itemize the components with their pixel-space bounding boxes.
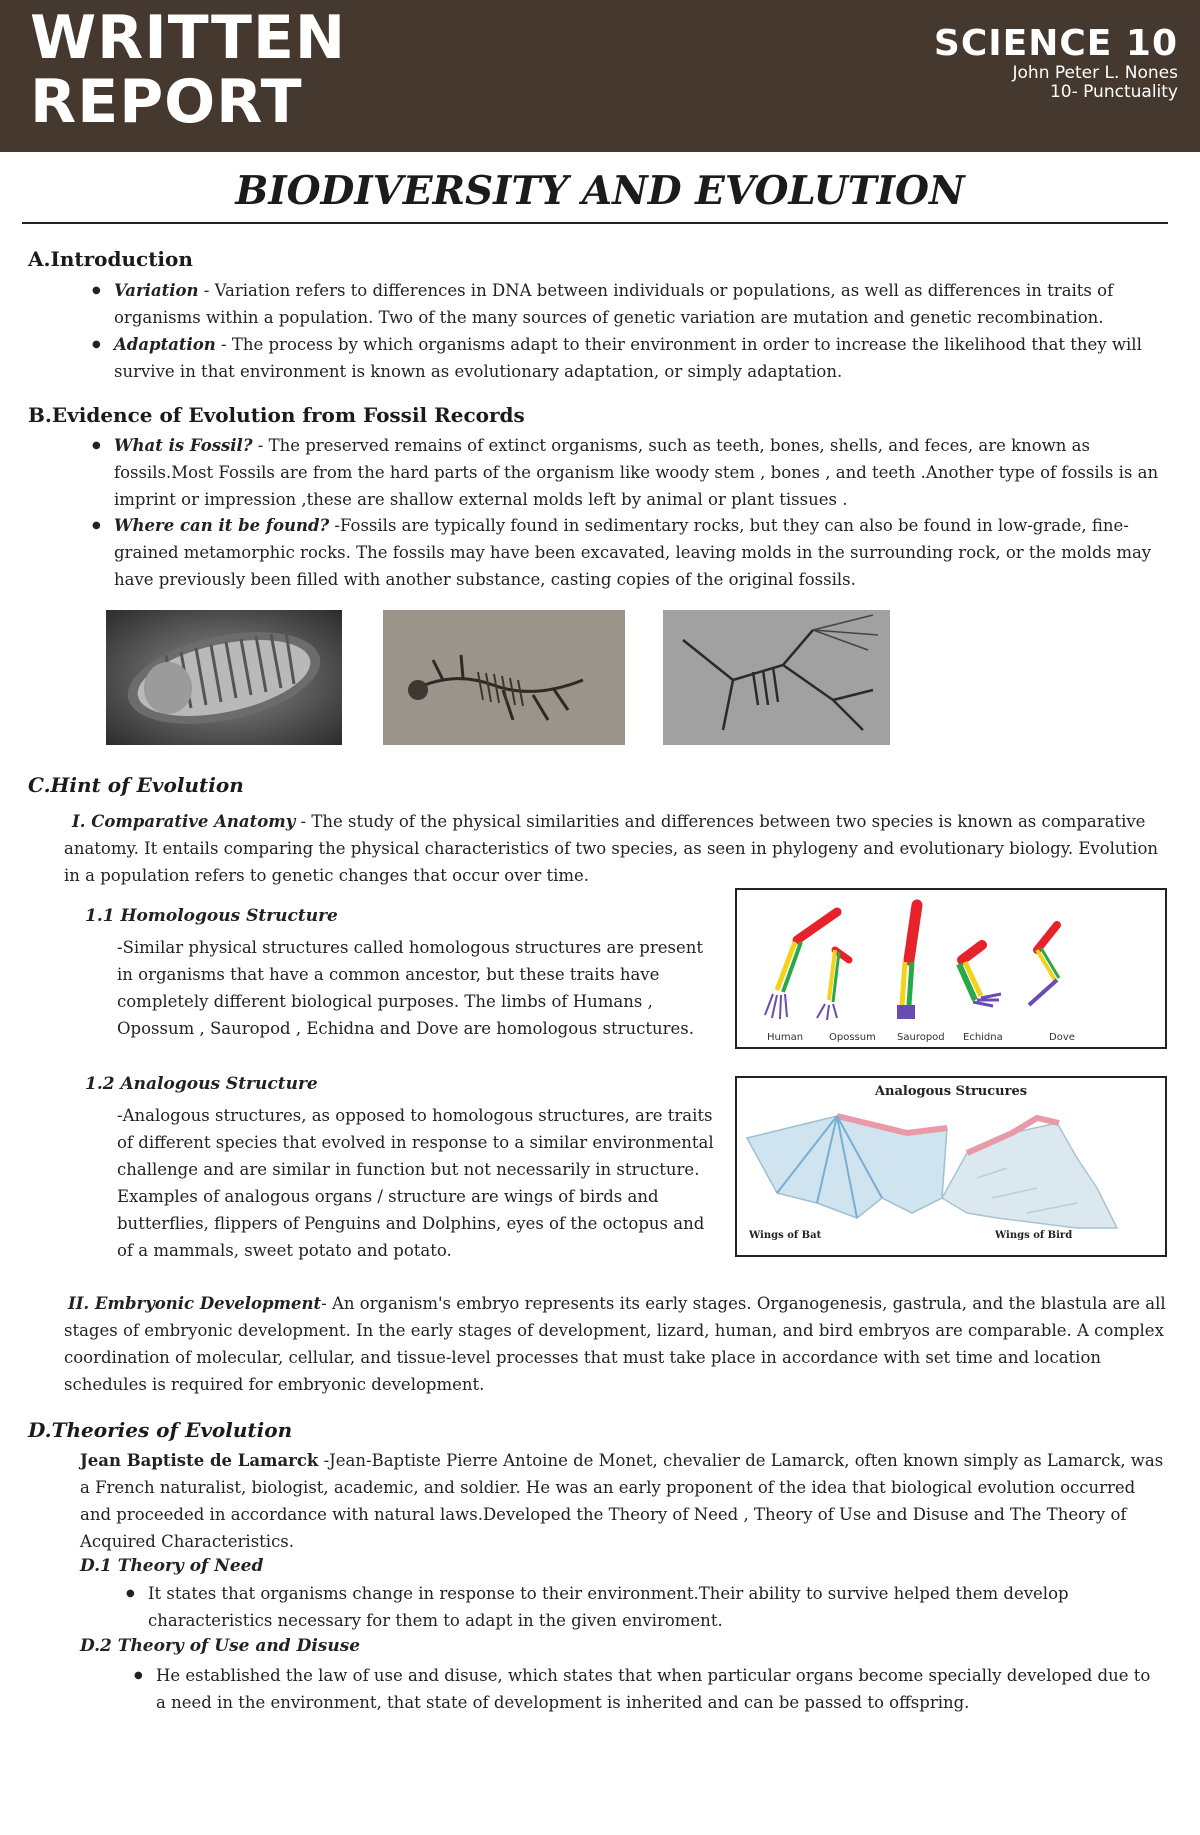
sauropod-limb	[897, 905, 917, 1019]
header-info	[934, 24, 1178, 102]
trilobite-fossil-image	[106, 610, 342, 745]
intro-item-variation	[114, 277, 1164, 331]
theory-of-need-heading: D.1 Theory of Need	[80, 1556, 264, 1576]
report-title-line2: REPORT	[30, 67, 303, 137]
report-title	[30, 3, 347, 137]
fossil-item-where	[114, 512, 1164, 593]
echidna-limb	[959, 945, 1001, 1006]
theory-of-use-disuse-text: ● He established the law of use and disuse, which states that when particular organs become specially developed due to a need in the environment, that state of development is inherited and can be passed to offspring.	[156, 1662, 1161, 1716]
analogous-heading: 1.2 Analogous Structure	[85, 1074, 318, 1094]
lamarck-paragraph	[80, 1447, 1165, 1555]
embryonic-development-term: II. Embryonic Development	[68, 1294, 322, 1313]
bat-wing-label: Wings of Bat	[749, 1230, 822, 1241]
theory-of-need-text: ● It states that organisms change in response to their environment.Their ability to survive helped them develop characteristics necessary for them to adapt in the given enviroment.	[148, 1580, 1158, 1634]
header-banner	[0, 0, 1200, 152]
homologous-limbs-diagram	[737, 890, 1165, 1047]
comparative-anatomy-paragraph	[64, 808, 1169, 889]
what-is-fossil-text: - The preserved remains of extinct organisms, such as teeth, bones, shells, and feces, are known as fossils.Most Fossils are from the hard parts of the organism like woody stem , bones , and teeth .Another type of fossils is an imprint or impression ,these are shallow external molds left by animal or plant tissues .	[114, 436, 1159, 509]
analogous-text: -Analogous structures, as opposed to homologous structures, are traits of different species that evolved in response to a similar environmental challenge and are similar in function but not necessarily in structure. Examples of analogous organs / structure are wings of birds and butterflies, flippers of Penguins and Dolphins, eyes of the octopus and of a mammals, sweet potato and potato.	[117, 1106, 714, 1260]
fossil-heading: B.Evidence of Evolution from Fossil Records	[28, 403, 525, 427]
variation-term: Variation	[114, 281, 199, 300]
embryonic-development-paragraph	[64, 1290, 1169, 1398]
adaptation-text: - The process by which organisms adapt to their environment in order to increase the likelihood that they will survive in that environment is known as evolutionary adaptation, or simply adaptation.	[114, 335, 1142, 381]
page-title: BIODIVERSITY AND EVOLUTION	[235, 168, 965, 214]
embryonic-development-text: - An organism's embryo represents its early stages. Organogenesis, gastrula, and the blastula are all stages of embryonic development. In the early stages of development, lizard, human, and bird embryos are comparable. A complex coordination of molecular, cellular, and tissue-level processes that must take place in accordance with set time and location schedules is required for embryonic development.	[64, 1294, 1166, 1394]
analogous-wings-diagram	[737, 1078, 1165, 1255]
homologous-label-opossum: Opossum	[829, 1032, 876, 1043]
homologous-label-sauropod: Sauropod	[897, 1032, 945, 1043]
where-found-term: Where can it be found?	[114, 516, 330, 535]
homologous-label-echidna: Echidna	[963, 1032, 1003, 1043]
adaptation-term: Adaptation	[114, 335, 216, 354]
what-is-fossil-term: What is Fossil?	[114, 436, 253, 455]
section-name: 10- Punctuality	[1049, 82, 1178, 102]
human-limb	[765, 912, 837, 1019]
opossum-limb	[817, 950, 849, 1020]
analogous-figure	[735, 1076, 1167, 1257]
homologous-label-dove: Dove	[1049, 1032, 1075, 1043]
homologous-text: -Similar physical structures called homologous structures are present in organisms that have a common ancestor, but these traits have completely different biological purposes. The limbs of Humans , Opossum , Sauropod , Echidna and Dove are homologous structures.	[117, 938, 703, 1038]
homologous-figure	[735, 888, 1167, 1049]
where-found-text: -Fossils are typically found in sedimentary rocks, but they can also be found in low-grade, fine-grained metamorphic rocks. The fossils may have been excavated, leaving molds in the surrounding rock, or the molds may have previously been filled with another substance, casting copies of the original fossils.	[114, 516, 1152, 589]
reptile-fossil-image	[383, 610, 625, 745]
bird-fossil-image	[663, 610, 890, 745]
subject: SCIENCE 10	[933, 23, 1178, 64]
homologous-heading: 1.1 Homologous Structure	[85, 906, 338, 926]
fossil-item-what	[114, 432, 1164, 513]
variation-text: - Variation refers to differences in DNA between individuals or populations, as well as differences in traits of organisms within a population. Two of the many sources of genetic variation are mutation and genetic recombination.	[114, 281, 1114, 327]
intro-heading: A.Introduction	[28, 247, 193, 271]
hint-heading: C.Hint of Evolution	[28, 773, 244, 797]
bat-wing	[747, 1116, 947, 1218]
title-divider	[22, 222, 1168, 224]
analogous-figure-title: Analogous Strucures	[874, 1084, 1028, 1099]
intro-item-adaptation	[114, 331, 1164, 385]
comparative-anatomy-text: - The study of the physical similarities and differences between two species is known as comparative anatomy. It entails comparing the physical characteristics of two species, as seen in phylogeny and evolutionary biology. Evolution in a population refers to genetic changes that occur over time.	[64, 812, 1159, 885]
report-title-line1: WRITTEN	[30, 3, 347, 73]
homologous-label-human: Human	[767, 1032, 804, 1043]
author-name: John Peter L. Nones	[1012, 63, 1178, 83]
bird-wing	[942, 1118, 1117, 1228]
bird-wing-label: Wings of Bird	[995, 1230, 1073, 1241]
lamarck-name: Jean Baptiste de Lamarck	[80, 1451, 319, 1470]
dove-limb	[1029, 925, 1059, 1005]
lamarck-text: -Jean-Baptiste Pierre Antoine de Monet, chevalier de Lamarck, often known simply as Lamarck, was a French naturalist, biologist, academic, and soldier. He was an early proponent of the idea that biological evolution occurred and proceeded in accordance with natural laws.Developed the Theory of Need , Theory of Use and Disuse and The Theory of Acquired Characteristics.	[80, 1451, 1164, 1551]
theories-heading: D.Theories of Evolution	[28, 1418, 293, 1442]
comparative-anatomy-term: I. Comparative Anatomy	[72, 812, 296, 831]
theory-of-use-disuse-heading: D.2 Theory of Use and Disuse	[80, 1636, 361, 1656]
